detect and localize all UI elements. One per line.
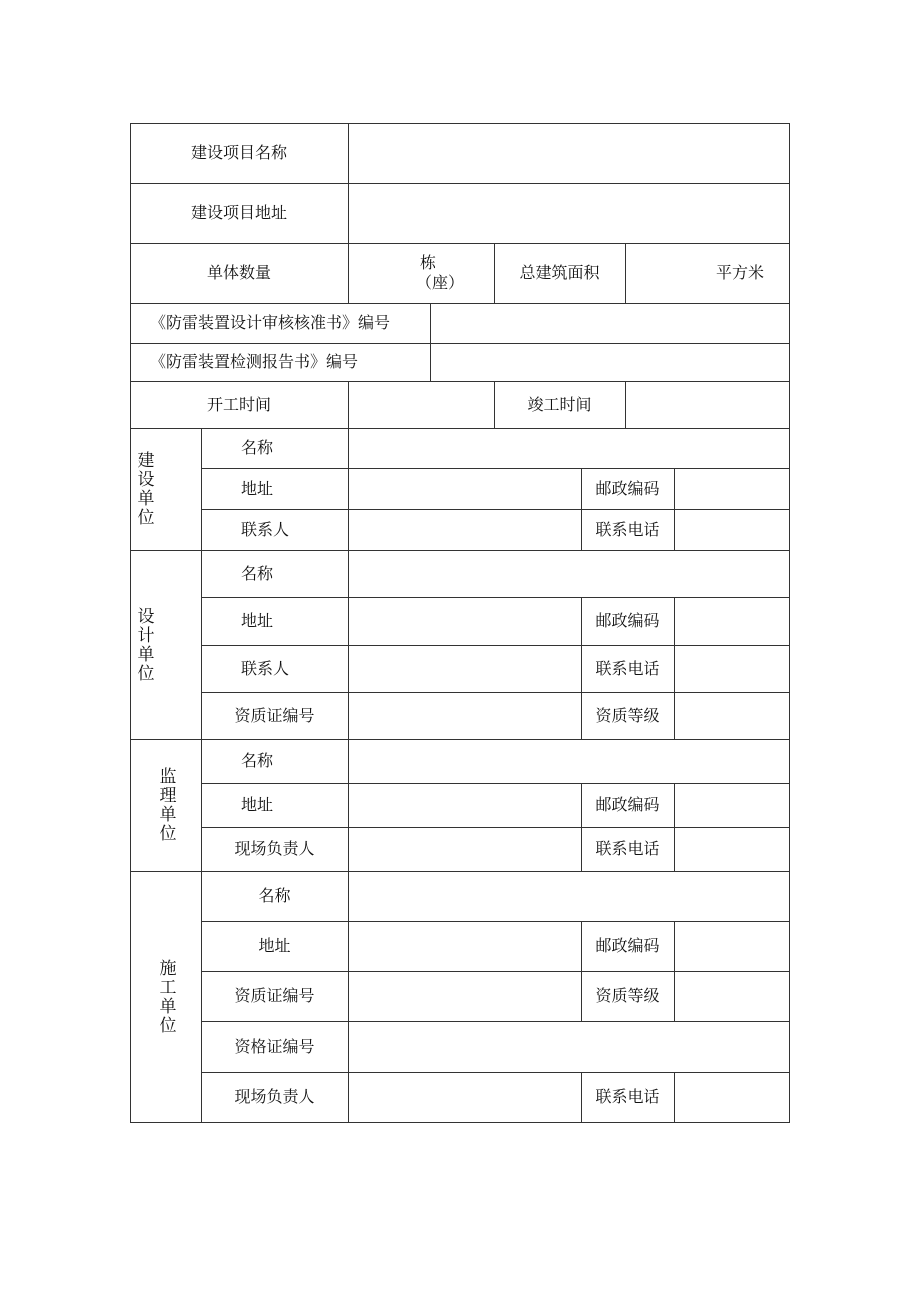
construction-unit-title: [130, 428, 157, 550]
construction-contact-field[interactable]: [348, 509, 581, 550]
supervision-onsite-lead-field[interactable]: [348, 827, 581, 871]
construction-address-field[interactable]: [348, 468, 581, 509]
design-phone-label: 联系电话: [595, 658, 660, 678]
design-address-field[interactable]: [348, 597, 581, 645]
design-phone-field[interactable]: [674, 645, 790, 692]
completion-time-label: 竣工时间: [527, 394, 592, 414]
design-contact-label: 联系人: [241, 658, 290, 678]
builder-license-field[interactable]: [348, 1021, 790, 1072]
supervision-name-label: 名称: [241, 751, 274, 770]
unit-count-unit-1: 栋: [419, 253, 436, 272]
supervision-postcode-field[interactable]: [674, 783, 790, 827]
start-time-field[interactable]: [348, 381, 494, 428]
supervision-address-field[interactable]: [348, 783, 581, 827]
total-area-unit: 平方米: [715, 263, 764, 282]
construction-name-field[interactable]: [348, 428, 790, 468]
construction-phone-field[interactable]: [674, 509, 790, 550]
design-unit-title: [130, 550, 157, 739]
construction-unit-title-text: 建设单位: [133, 451, 154, 527]
construction-postcode-field[interactable]: [674, 468, 790, 509]
registration-form-table: [130, 123, 790, 1123]
design-approval-field[interactable]: [430, 303, 790, 343]
builder-onsite-lead-label: 现场负责人: [234, 1087, 315, 1106]
design-postcode-label: 邮政编码: [595, 611, 660, 630]
design-grade-label: 资质等级: [595, 705, 660, 725]
supervision-unit-title-text: 监理单位: [155, 767, 176, 843]
completion-time-field[interactable]: [625, 381, 790, 428]
builder-address-label: 地址: [258, 936, 291, 955]
design-cert-label: 资质证编号: [234, 705, 315, 725]
design-postcode-field[interactable]: [674, 597, 790, 645]
design-address-label: 地址: [241, 611, 274, 630]
builder-name-field[interactable]: [348, 871, 790, 921]
builder-address-field[interactable]: [348, 921, 581, 971]
builder-cert-field[interactable]: [348, 971, 581, 1021]
total-area-field[interactable]: [625, 243, 790, 303]
construction-name-label: 名称: [241, 438, 274, 457]
builder-unit-title: [130, 871, 201, 1123]
unit-count-label: 单体数量: [206, 263, 271, 282]
builder-phone-label: 联系电话: [595, 1087, 660, 1106]
design-name-field[interactable]: [348, 550, 790, 597]
design-grade-field[interactable]: [674, 692, 790, 739]
supervision-address-label: 地址: [241, 795, 274, 814]
design-contact-field[interactable]: [348, 645, 581, 692]
design-approval-label: 《防雷装置设计审核核准书》编号: [150, 313, 391, 332]
inspection-report-field[interactable]: [430, 343, 790, 381]
project-name-field[interactable]: [348, 123, 790, 183]
construction-address-label: 地址: [241, 478, 274, 498]
builder-grade-field[interactable]: [674, 971, 790, 1021]
table-border: [130, 1122, 790, 1123]
design-cert-field[interactable]: [348, 692, 581, 739]
construction-postcode-label: 邮政编码: [595, 478, 660, 498]
supervision-onsite-lead-label: 现场负责人: [234, 839, 315, 858]
builder-name-label: 名称: [258, 886, 291, 905]
inspection-report-label: 《防雷装置检测报告书》编号: [150, 352, 359, 371]
builder-license-label: 资格证编号: [234, 1036, 315, 1056]
supervision-name-field[interactable]: [348, 739, 790, 783]
supervision-unit-title: [130, 739, 201, 871]
builder-postcode-label: 邮政编码: [595, 936, 660, 955]
start-time-label: 开工时间: [206, 394, 271, 414]
supervision-phone-label: 联系电话: [595, 839, 660, 858]
project-address-field[interactable]: [348, 183, 790, 243]
builder-unit-title-text: 施工单位: [155, 959, 176, 1035]
unit-count-field[interactable]: [348, 243, 494, 303]
design-name-label: 名称: [241, 563, 274, 583]
project-address-label: 建设项目地址: [190, 203, 287, 222]
supervision-phone-field[interactable]: [674, 827, 790, 871]
construction-phone-label: 联系电话: [595, 519, 660, 539]
builder-onsite-lead-field[interactable]: [348, 1072, 581, 1122]
builder-grade-label: 资质等级: [595, 986, 660, 1005]
design-unit-title-text: 设计单位: [133, 606, 154, 683]
supervision-postcode-label: 邮政编码: [595, 795, 660, 814]
builder-cert-label: 资质证编号: [234, 986, 315, 1005]
total-area-label: 总建筑面积: [519, 263, 600, 282]
project-name-label: 建设项目名称: [190, 143, 287, 162]
builder-phone-field[interactable]: [674, 1072, 790, 1122]
builder-postcode-field[interactable]: [674, 921, 790, 971]
construction-contact-label: 联系人: [241, 519, 290, 539]
unit-count-unit-2: （座）: [415, 273, 464, 292]
